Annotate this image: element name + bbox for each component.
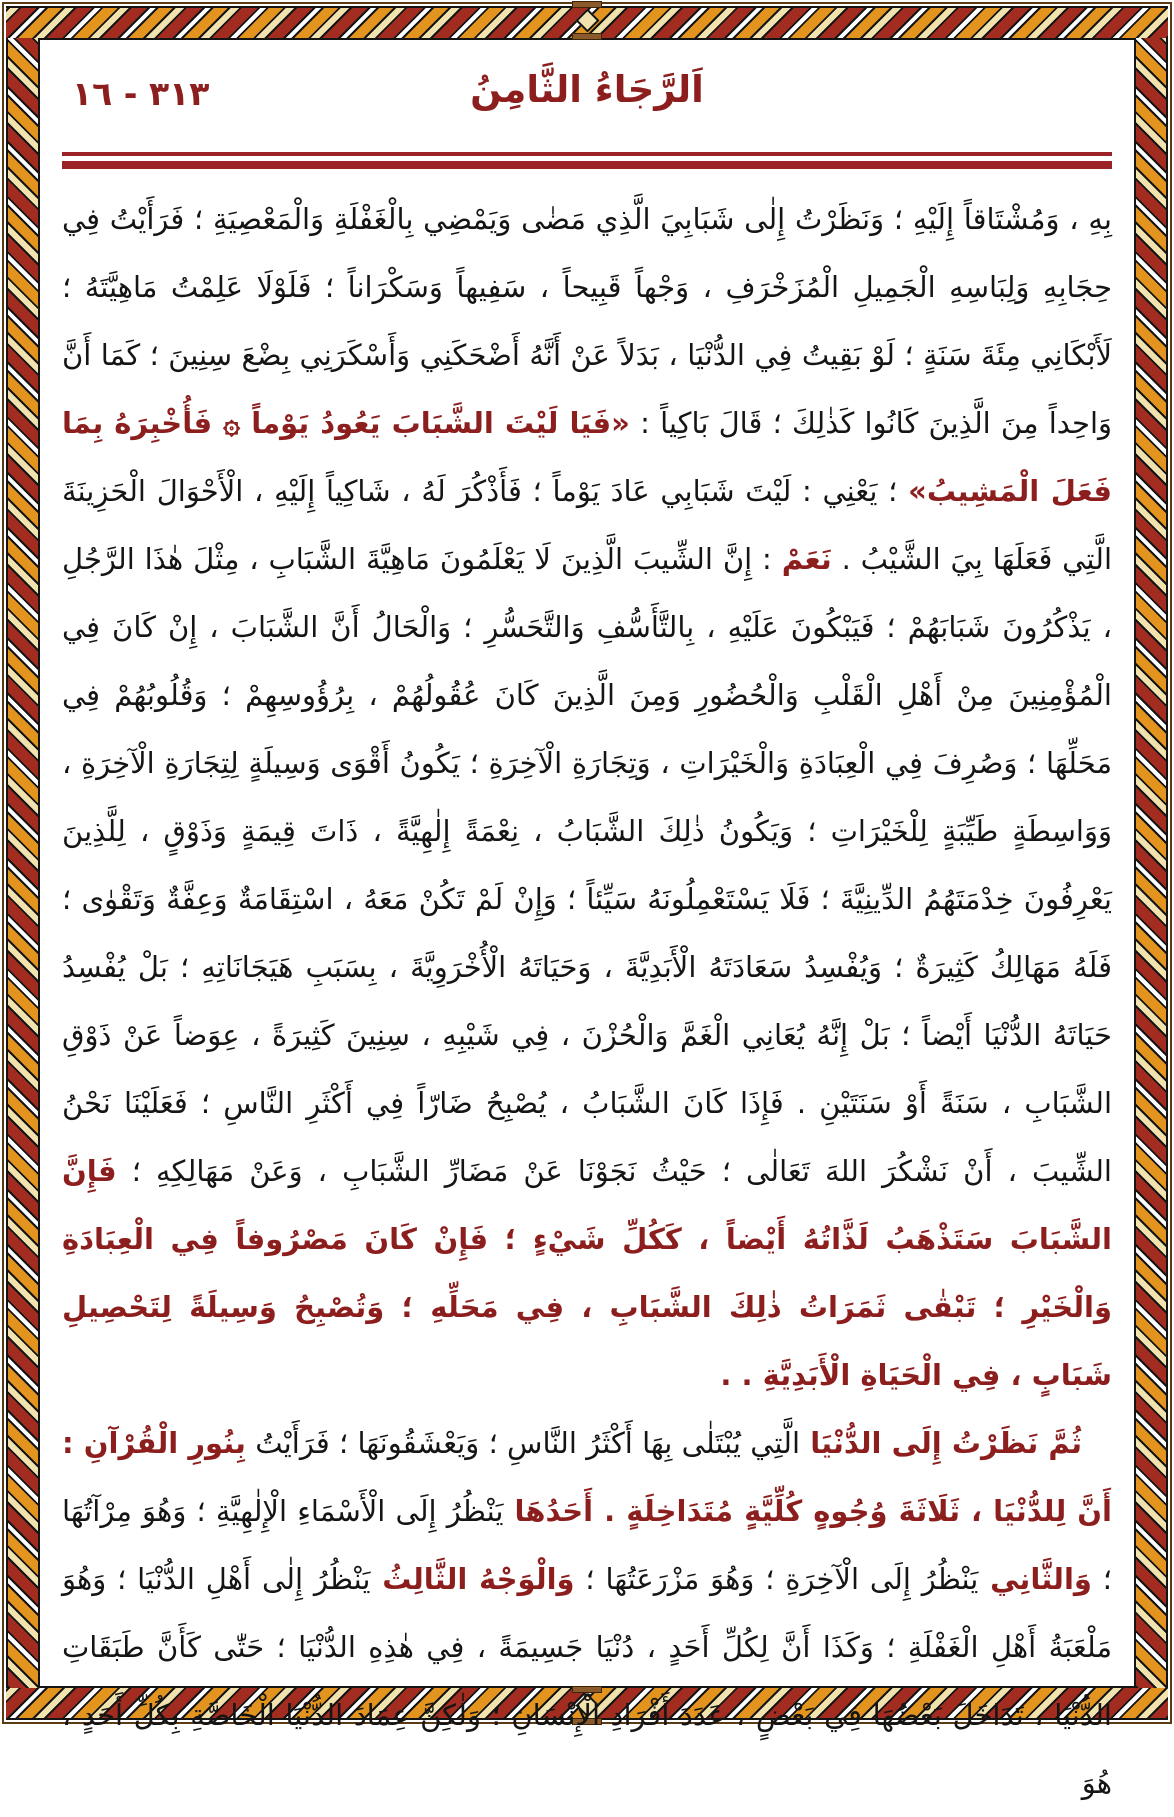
page-number: ٣١٣ - ١٦ bbox=[72, 74, 210, 113]
text-run-black: ؛ يَعْنِي : لَيْتَ شَبَابِي عَادَ يَوْماً ؛ فَأَذْكُرَ لَهُ ، شَاكِياً إِلَيْهِ ، الْأَحْوَالَ الْحَزِينَةَ الَّتِي فَعَلَهَا بِيَ الشَّيْبُ . bbox=[62, 474, 1112, 576]
medallion-diamond-icon bbox=[575, 8, 599, 32]
text-run-red: «فَيَا لَيْتَ الشَّبَابَ يَعُودُ يَوْماً ۞ فَأُخْبِرَهُ بِمَا فَعَلَ الْمَشِيبُ» bbox=[62, 406, 1112, 508]
text-run-red: فَإِنَّ الشَّبَابَ سَتَذْهَبُ لَذَّاتُهُ أَيْضاً ، كَكُلِّ شَيْءٍ ؛ فَإِنْ كَانَ مَصْرُوفاً فِي الْعِبَادَةِ وَالْخَيْرِ ؛ تَبْقٰى ثَمَرَاتُ ذٰلِكَ الشَّبَابِ ، فِي مَحَلِّهِ ؛ وَتُصْبِحُ وَسِيلَةً لِتَحْصِيلِ شَبَابٍ ، فِي الْحَيَاةِ الْأَبَدِيَّةِ . . bbox=[62, 1154, 1112, 1392]
header-rule bbox=[62, 152, 1112, 169]
text-run-red: وَالْوَجْهُ الثَّالِثُ bbox=[370, 1562, 575, 1596]
page-title: اَلرَّجَاءُ الثَّامِنُ bbox=[470, 68, 704, 111]
text-run-black: يَنْظُرُ إِلَى الْآخِرَةِ ؛ وَهُوَ مَزْرَعَتُهَا ؛ bbox=[574, 1562, 979, 1596]
text-run-red: بِنُورِ الْقُرْآنِ : أَنَّ لِلدُّنْيَا ، ثَلَاثَةَ وُجُوهٍ كُلِّيَّةٍ مُتَدَاخِلَةٍ . أَحَدُهَا bbox=[62, 1426, 1112, 1528]
frame-band-right bbox=[1134, 38, 1168, 1688]
medallion-tab-icon bbox=[572, 1, 602, 8]
text-run-black: الَّتِي يُبْتَلٰى بِهَا أَكْثَرُ النَّاسِ ؛ وَيَعْشَقُونَهَا ؛ فَرَأَيْتُ bbox=[245, 1426, 801, 1460]
frame-top-medallion-icon bbox=[567, 1, 607, 40]
page-header bbox=[62, 46, 1112, 138]
text-run-red: وَالثَّانِي bbox=[978, 1562, 1092, 1596]
frame-band-left bbox=[6, 38, 40, 1688]
body-paragraph bbox=[62, 185, 1112, 1409]
body-paragraph bbox=[62, 1409, 1112, 1817]
page-content bbox=[62, 46, 1113, 1800]
text-run-black: يَنْظُرُ إِلٰى أَهْلِ الدُّنْيَا ؛ وَهُوَ مَلْعَبَةُ أَهْلِ الْغَفْلَةِ ؛ وَكَذَا أَنَّ لِكُلِّ أَحَدٍ ، دُنْيَا جَسِيمَةً ، فِي هٰذِهِ الدُّنْيَا ؛ حَتّٰى كَأَنَّ طَبَقَاتِ الدُّنْيَا ، تَدَاخَلَ بَعْضُهَا فِي بَعْضٍ ، عَدَدَ أَفْرَادِ الْإِنْسَانِ ؛ وَلٰكِنَّ عِمَادَ الدُّنْيَا الْخَاصَّةِ بِكُلِّ أَحَدٍ ، هُوَ bbox=[62, 1562, 1112, 1800]
text-run-black: بِهِ ، وَمُشْتَاقاً إِلَيْهِ ؛ وَنَظَرْتُ إِلٰى شَبَابِيَ الَّذِي مَضٰى وَيَمْضِي بِالْغَفْلَةِ وَالْمَعْصِيَةِ ؛ فَرَأَيْتُ فِي حِجَابِهِ وَلِبَاسِهِ الْجَمِيلِ الْمُزَخْرَفِ ، وَجْهاً قَبِيحاً ، سَفِيهاً وَسَكْرَاناً ؛ فَلَوْلَا عَلِمْتُ مَاهِيَّتَهُ ؛ لَأَبْكَانِي مِئَةَ سَنَةٍ ؛ لَوْ بَقِيتُ فِي الدُّنْيَا ، بَدَلاً عَنْ أَنَّهُ أَضْحَكَنِي وَأَسْكَرَنِي بِضْعَ سِنِينَ ؛ كَمَا أَنَّ وَاحِداً مِنَ الَّذِينَ كَانُوا كَذٰلِكَ ؛ قَالَ بَاكِياً : bbox=[62, 202, 1113, 440]
body-text bbox=[62, 185, 1112, 1817]
header-rule-thick bbox=[62, 161, 1112, 169]
text-run-black: : إِنَّ الشِّيبَ الَّذِينَ لَا يَعْلَمُونَ مَاهِيَّةَ الشَّبَابِ ، مِثْلَ هٰذَا الرَّجُلِ ، يَذْكُرُونَ شَبَابَهُمْ ؛ فَيَبْكُونَ عَلَيْهِ ، بِالتَّأَسُّفِ وَالتَّحَسُّرِ ؛ وَالْحَالُ أَنَّ الشَّبَابَ ، إِنْ كَانَ فِي الْمُؤْمِنِينَ مِنْ أَهْلِ الْقَلْبِ وَالْحُضُورِ وَمِنَ الَّذِينَ كَانَ عُقُولُهُمْ ، بِرُؤُوسِهِمْ ؛ وَقُلُوبُهُمْ فِي مَحَلِّهَا ؛ وَصُرِفَ فِي الْعِبَادَةِ وَالْخَيْرَاتِ ، وَتِجَارَةِ الْآخِرَةِ ؛ يَكُونُ أَقْوَى وَسِيلَةٍ لِتِجَارَةِ الْآخِرَةِ ، وَوَاسِطَةٍ طَيِّبَةٍ لِلْخَيْرَاتِ ؛ وَيَكُونُ ذٰلِكَ الشَّبَابُ ، نِعْمَةً إِلٰهِيَّةً ، ذَاتَ قِيمَةٍ وَذَوْقٍ ، لِلَّذِينَ يَعْرِفُونَ خِدْمَتَهُمُ الدِّينِيَّةَ ؛ فَلَا يَسْتَعْمِلُونَهُ سَيِّئاً ؛ وَإِنْ لَمْ تَكُنْ مَعَهُ ، اسْتِقَامَةٌ وَعِفَّةٌ وَتَقْوٰى ؛ فَلَهُ مَهَالِكُ كَثِيرَةٌ ؛ وَيُفْسِدُ سَعَادَتَهُ الْأَبَدِيَّةَ ، وَحَيَاتَهُ الْأُخْرَوِيَّةَ ، بِسَبَبِ هَيَجَانَاتِهِ ؛ بَلْ يُفْسِدُ حَيَاتَهُ الدُّنْيَا أَيْضاً ؛ بَلْ إِنَّهُ يُعَانِي الْغَمَّ وَالْحُزْنَ ، فِي شَيْبِهِ ، سِنِينَ كَثِيرَةً ، عِوَضاً عَنْ ذَوْقِ الشَّبَابِ ، سَنَةً أَوْ سَنَتَيْنِ . فَإِذَا كَانَ الشَّبَابُ ، يُصْبِحُ ضَارّاً فِي أَكْثَرِ النَّاسِ ؛ فَعَلَيْنَا نَحْنُ الشِّيبَ ، أَنْ نَشْكُرَ اللهَ تَعَالٰى ؛ حَيْثُ نَجَوْنَا عَنْ مَضَارِّ الشَّبَابِ ، وَعَنْ مَهَالِكِهِ ؛ bbox=[62, 542, 1112, 1188]
text-run-red: ثُمَّ نَظَرْتُ إِلَى الدُّنْيَا bbox=[800, 1426, 1082, 1460]
text-run-red: نَعَمْ bbox=[781, 542, 832, 576]
medallion-tab-icon bbox=[572, 33, 602, 40]
text-run-black: يَنْظُرُ إِلَى الْأَسْمَاءِ الْإِلٰهِيَّةِ ؛ وَهُوَ مِرْآتُهَا ؛ bbox=[62, 1494, 1112, 1596]
